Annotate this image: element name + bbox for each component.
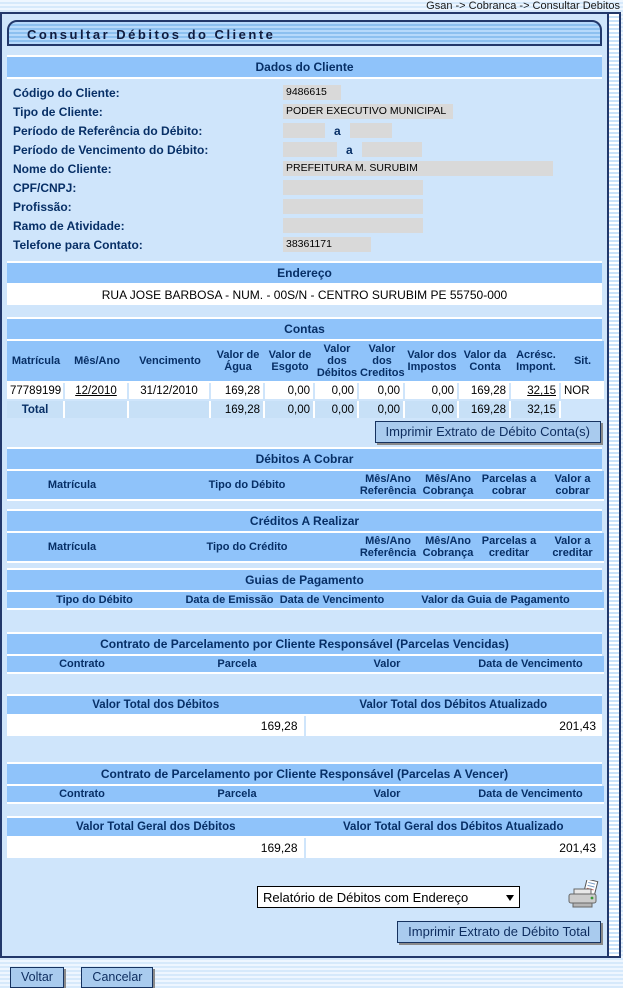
creditos-header: Tipo do Crédito — [137, 533, 357, 563]
guias-header: Tipo do Débito — [7, 592, 182, 610]
contas-header: Valor dos Creditos — [359, 341, 405, 383]
parcelas-vencidas-header: Valor — [317, 656, 457, 674]
conta-valor-creditos: 0,00 — [359, 383, 405, 401]
bottom-actions — [7, 967, 602, 988]
page-title: Consultar Débitos do Cliente — [7, 20, 602, 46]
guias-header: Valor da Guia de Pagamento — [387, 592, 604, 610]
cancelar-button[interactable]: Cancelar — [81, 967, 153, 988]
parcelas-a-vencer-header: Contrato — [7, 786, 157, 804]
printer-icon[interactable] — [566, 880, 602, 915]
creditos-header: Mês/Ano Cobrança — [419, 533, 477, 563]
field-periodo-referencia — [7, 121, 602, 140]
contas-data-row — [7, 383, 604, 401]
conta-valor-conta: 169,28 — [459, 383, 511, 401]
conta-valor-debitos: 0,00 — [315, 383, 359, 401]
periodo-vencimento-fim-input[interactable] — [362, 142, 422, 157]
guias-header: Data de Emissão — [182, 592, 277, 610]
conta-acresc-link[interactable]: 32,15 — [527, 385, 556, 397]
periodo-vencimento-separator: a — [346, 142, 353, 157]
field-periodo-vencimento — [7, 140, 602, 159]
cpf-cnpj-label: CPF/CNPJ: — [13, 180, 77, 195]
creditos-header: Valor a creditar — [541, 533, 604, 563]
valor-total-geral-atualizado-value: 201,43 — [306, 838, 603, 858]
conta-matricula: 77789199 — [7, 383, 65, 401]
field-cpf-cnpj — [7, 178, 602, 197]
profissao-label: Profissão: — [13, 199, 72, 214]
debitos-header: Parcelas a cobrar — [477, 471, 541, 501]
parcelas-vencidas-table — [7, 656, 604, 674]
relatorio-select[interactable] — [257, 886, 520, 908]
voltar-button[interactable]: Voltar — [10, 967, 64, 988]
parcelas-vencidas-header: Contrato — [7, 656, 157, 674]
field-telefone — [7, 235, 602, 254]
debitos-a-cobrar-table — [7, 471, 604, 501]
main-frame — [0, 12, 621, 984]
valor-total-debitos-atualizado-label: Valor Total dos Débitos Atualizado — [305, 696, 603, 714]
contas-total-label: Total — [7, 401, 65, 418]
chevron-down-icon — [506, 895, 514, 901]
valor-total-geral-atualizado-label: Valor Total Geral dos Débitos Atualizado — [305, 818, 603, 836]
contas-table — [7, 341, 604, 418]
ramo-atividade-input[interactable] — [283, 218, 423, 233]
conta-mes-ano-link[interactable]: 12/2010 — [75, 385, 117, 397]
conta-valor-agua: 169,28 — [211, 383, 265, 401]
breadcrumb[interactable]: Gsan -> Cobranca -> Consultar Debitos — [426, 0, 620, 12]
nome-cliente-label: Nome do Cliente: — [13, 161, 112, 176]
creditos-header: Matrícula — [7, 533, 137, 563]
contas-header: Vencimento — [129, 341, 211, 383]
profissao-input[interactable] — [283, 199, 423, 214]
contas-header: Valor de Esgoto — [265, 341, 315, 383]
valor-total-debitos-atualizado-value: 201,43 — [306, 716, 603, 736]
section-endereco — [7, 261, 602, 305]
relatorio-selected-option: Relatório de Débitos com Endereço — [263, 889, 469, 905]
field-codigo — [7, 83, 602, 102]
ramo-atividade-label: Ramo de Atividade: — [13, 218, 125, 233]
contas-header: Sit. — [561, 341, 604, 383]
conta-situacao: NOR — [561, 383, 604, 401]
conta-acresc-cell — [511, 383, 561, 401]
page-right-margin — [609, 14, 619, 956]
field-tipo-cliente — [7, 102, 602, 121]
contas-header: Valor dos Impostos — [405, 341, 459, 383]
total-valor-esgoto: 0,00 — [265, 401, 315, 418]
section-title-parcelas-a-vencer: Contrato de Parcelamento por Cliente Responsável (Parcelas A Vencer) — [7, 762, 602, 786]
cpf-cnpj-input[interactable] — [283, 180, 423, 195]
section-totais-debitos — [7, 694, 602, 736]
contas-header: Valor de Água — [211, 341, 265, 383]
section-debitos-a-cobrar — [7, 447, 602, 509]
contas-header-row — [7, 341, 604, 383]
periodo-vencimento-inicio-input[interactable] — [283, 142, 337, 157]
nome-cliente-input[interactable]: PREFEITURA M. SURUBIM — [283, 161, 553, 176]
tipo-cliente-label: Tipo de Cliente: — [13, 104, 103, 119]
contas-header: Acrésc. Impont. — [511, 341, 561, 383]
parcelas-a-vencer-header: Data de Vencimento — [457, 786, 604, 804]
conta-valor-esgoto: 0,00 — [265, 383, 315, 401]
section-title-creditos-a-realizar: Créditos A Realizar — [7, 509, 602, 533]
codigo-label: Código do Cliente: — [13, 85, 120, 100]
periodo-referencia-label: Período de Referência do Débito: — [13, 123, 203, 138]
parcelas-a-vencer-header: Parcela — [157, 786, 317, 804]
section-title-guias-pagamento: Guias de Pagamento — [7, 568, 602, 592]
guias-pagamento-table — [7, 592, 604, 610]
parcelas-a-vencer-table — [7, 786, 604, 804]
contas-header: Mês/Ano — [65, 341, 129, 383]
total-valor-agua: 169,28 — [211, 401, 265, 418]
conta-valor-impostos: 0,00 — [405, 383, 459, 401]
debitos-header: Tipo do Débito — [137, 471, 357, 501]
contas-header: Valor da Conta — [459, 341, 511, 383]
contas-header: Valor dos Débitos — [315, 341, 359, 383]
tipo-cliente-input[interactable]: PODER EXECUTIVO MUNICIPAL — [283, 104, 453, 119]
periodo-referencia-fim-input[interactable] — [350, 123, 392, 138]
periodo-referencia-inicio-input[interactable] — [283, 123, 325, 138]
field-nome-cliente — [7, 159, 602, 178]
section-totais-gerais — [7, 816, 602, 858]
report-row — [257, 882, 602, 912]
valor-total-debitos-value: 169,28 — [7, 716, 306, 736]
conta-vencimento: 31/12/2010 — [129, 383, 211, 401]
section-creditos-a-realizar — [7, 509, 602, 568]
section-parcelas-vencidas — [7, 632, 602, 674]
valor-total-geral-value: 169,28 — [7, 838, 306, 858]
total-valor-creditos: 0,00 — [359, 401, 405, 418]
section-guias-pagamento — [7, 568, 602, 610]
section-title-contas: Contas — [7, 317, 602, 341]
conta-mes-ano-cell — [65, 383, 129, 401]
guias-header: Data de Vencimento — [277, 592, 387, 610]
total-valor-conta: 169,28 — [459, 401, 511, 418]
creditos-a-realizar-table — [7, 533, 604, 563]
section-title-dados-cliente: Dados do Cliente — [7, 55, 602, 79]
section-dados-cliente — [7, 55, 602, 254]
total-valor-debitos: 0,00 — [315, 401, 359, 418]
creditos-header: Mês/Ano Referência — [357, 533, 419, 563]
imprimir-extrato-contas-button[interactable]: Imprimir Extrato de Débito Conta(s) — [375, 421, 601, 443]
endereco-value: RUA JOSE BARBOSA - NUM. - 00S/N - CENTRO SURUBIM PE 55750-000 — [7, 285, 602, 305]
total-valor-impostos: 0,00 — [405, 401, 459, 418]
section-title-parcelas-vencidas: Contrato de Parcelamento por Cliente Responsável (Parcelas Vencidas) — [7, 632, 602, 656]
field-ramo-atividade — [7, 216, 602, 235]
debitos-header: Mês/Ano Cobrança — [419, 471, 477, 501]
valor-total-debitos-label: Valor Total dos Débitos — [7, 696, 305, 714]
telefone-label: Telefone para Contato: — [13, 237, 143, 252]
telefone-input[interactable]: 38361171 — [283, 237, 371, 252]
periodo-vencimento-label: Período de Vencimento do Débito: — [13, 142, 209, 157]
parcelas-vencidas-header: Parcela — [157, 656, 317, 674]
contas-total-row — [7, 401, 604, 418]
codigo-input[interactable]: 9486615 — [283, 85, 341, 100]
debitos-header: Mês/Ano Referência — [357, 471, 419, 501]
section-title-debitos-a-cobrar: Débitos A Cobrar — [7, 447, 602, 471]
section-parcelas-a-vencer — [7, 762, 602, 804]
valor-total-geral-label: Valor Total Geral dos Débitos — [7, 818, 305, 836]
section-title-endereco: Endereço — [7, 261, 602, 285]
page-content — [2, 14, 609, 984]
debitos-header: Matrícula — [7, 471, 137, 501]
debitos-header: Valor a cobrar — [541, 471, 604, 501]
total-acresc: 32,15 — [511, 401, 561, 418]
field-profissao — [7, 197, 602, 216]
parcelas-a-vencer-header: Valor — [317, 786, 457, 804]
imprimir-extrato-total-button[interactable]: Imprimir Extrato de Débito Total — [397, 921, 601, 943]
creditos-header: Parcelas a creditar — [477, 533, 541, 563]
parcelas-vencidas-header: Data de Vencimento — [457, 656, 604, 674]
section-contas — [7, 317, 602, 443]
contas-header: Matrícula — [7, 341, 65, 383]
periodo-referencia-separator: a — [334, 123, 341, 138]
